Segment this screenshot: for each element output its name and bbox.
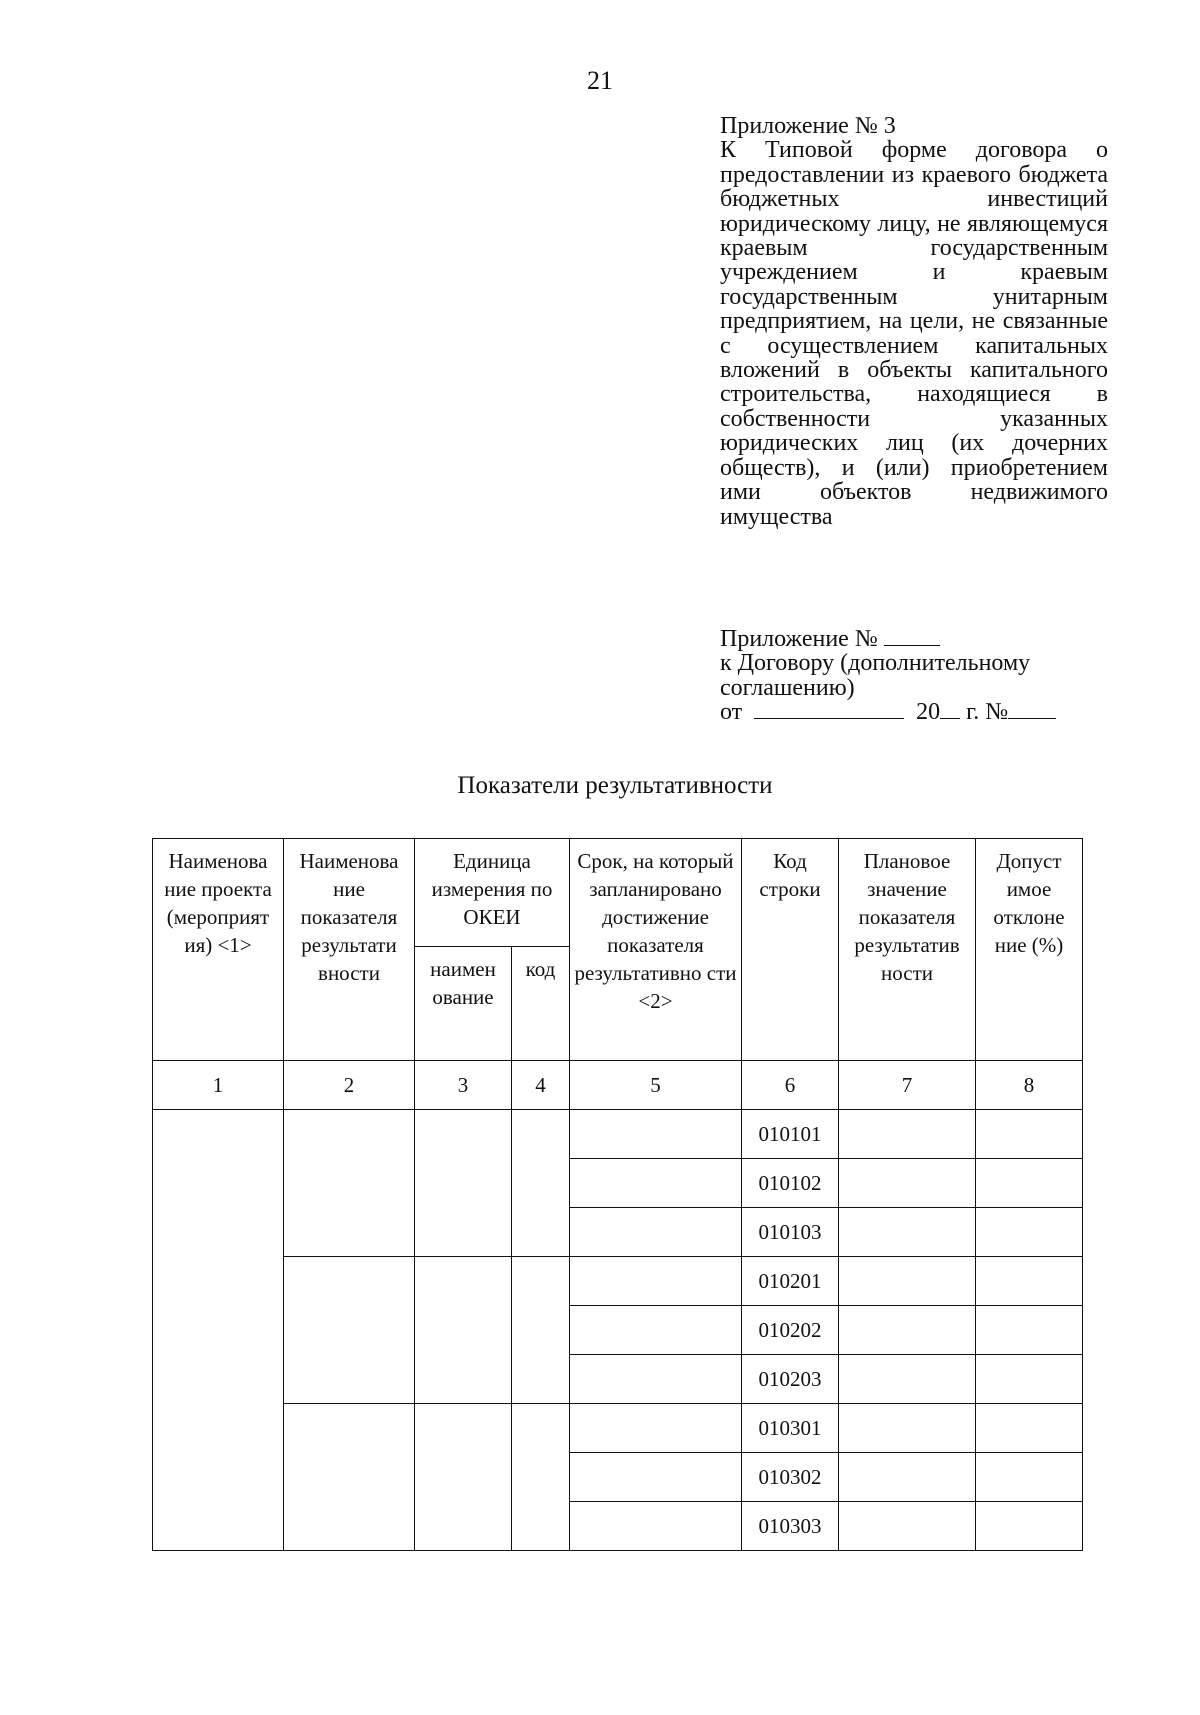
column-number-row [153,1061,1083,1110]
header-planned-value: Плановое значение показателя результатив ности [839,839,976,1061]
deviation-cell [976,1208,1083,1257]
project-name-cell [153,1110,284,1551]
unit-name-cell [415,1110,512,1257]
planned-value-cell [839,1502,976,1551]
planned-value-cell [839,1306,976,1355]
planned-value-cell [839,1257,976,1306]
row-code-cell: 010303 [742,1502,839,1551]
column-number: 1 [153,1061,284,1110]
planned-value-cell [839,1110,976,1159]
column-number: 4 [512,1061,570,1110]
row-code-cell: 010202 [742,1306,839,1355]
header-unit-code: код [512,947,570,1061]
contract-line-2: к Договору (дополнительному соглашению) [720,650,1031,701]
results-table [152,838,1083,1551]
unit-name-cell [415,1404,512,1551]
appendix-text: К Типовой форме договора о предоставлении из краевого бюджета бюджетных инвестиций юридическому лицу, не являющемуся краевым государственным учреждением и краевым государственным унитарным предприятием, на цели, не связанные с осуществлением капитальных вложений в объекты капитального строительства, находящиеся в собственности указанных юридических лиц (их дочерних обществ), и (или) приобретением ими объектов недвижимого имущества [720,137,1108,530]
appendix-title: Приложение № 3 [720,113,896,139]
planned-value-cell [839,1453,976,1502]
row-code-cell: 010301 [742,1404,839,1453]
unit-code-cell [512,1404,570,1551]
planned-value-cell [839,1208,976,1257]
page-number: 21 [587,66,613,95]
column-number: 7 [839,1061,976,1110]
appendix-heading [720,114,1108,529]
header-project-name: Наименова ние проекта (мероприят ия) <1> [153,839,284,1061]
deadline-cell [570,1257,742,1306]
planned-value-cell [839,1355,976,1404]
unit-code-cell [512,1257,570,1404]
row-code-cell: 010302 [742,1453,839,1502]
deadline-cell [570,1502,742,1551]
contract-date-label: от [720,699,743,726]
deviation-cell [976,1404,1083,1453]
contract-year-prefix: 20 [916,699,941,726]
header-okei-unit: Единица измерения по ОКЕИ [415,839,570,947]
column-number: 3 [415,1061,512,1110]
header-row [153,839,1083,947]
document-title: Показатели результативности [457,772,773,799]
indicator-name-cell [284,1404,415,1551]
contract-line-3 [720,700,1108,724]
unit-code-cell [512,1110,570,1257]
column-number: 5 [570,1061,742,1110]
header-indicator-name: Наименова ние показателя результати вности [284,839,415,1061]
row-code-cell: 010201 [742,1257,839,1306]
header-deadline: Срок, на который запланировано достижение показателя результативно сти <2> [570,839,742,1061]
header-allowed-deviation: Допуст имое отклоне ние (%) [976,839,1083,1061]
deadline-cell [570,1159,742,1208]
row-code-cell: 010203 [742,1355,839,1404]
row-code-cell: 010103 [742,1208,839,1257]
deviation-cell [976,1453,1083,1502]
column-number: 2 [284,1061,415,1110]
contract-appendix-label: Приложение № [720,626,878,652]
contract-date-blank [754,717,904,719]
unit-name-cell [415,1257,512,1404]
contract-number-label: г. № [966,699,1009,726]
indicator-name-cell [284,1110,415,1257]
deadline-cell [570,1404,742,1453]
appendix-number-blank [884,644,940,646]
row-code-cell: 010102 [742,1159,839,1208]
deadline-cell [570,1208,742,1257]
planned-value-cell [839,1404,976,1453]
deviation-cell [976,1159,1083,1208]
contract-number-blank [1008,717,1056,719]
header-row-code: Код строки [742,839,839,1061]
deadline-cell [570,1110,742,1159]
contract-line-1 [720,627,1108,651]
deadline-cell [570,1355,742,1404]
indicator-name-cell [284,1257,415,1404]
table-row [153,1404,1083,1453]
contract-reference [720,627,1108,725]
deadline-cell [570,1306,742,1355]
deadline-cell [570,1453,742,1502]
deviation-cell [976,1502,1083,1551]
planned-value-cell [839,1159,976,1208]
deviation-cell [976,1110,1083,1159]
contract-year-blank [940,717,960,719]
table-row [153,1257,1083,1306]
column-number: 8 [976,1061,1083,1110]
deviation-cell [976,1306,1083,1355]
deviation-cell [976,1257,1083,1306]
row-code-cell: 010101 [742,1110,839,1159]
column-number: 6 [742,1061,839,1110]
deviation-cell [976,1355,1083,1404]
table-row [153,1110,1083,1159]
header-unit-name: наимен ование [415,947,512,1061]
